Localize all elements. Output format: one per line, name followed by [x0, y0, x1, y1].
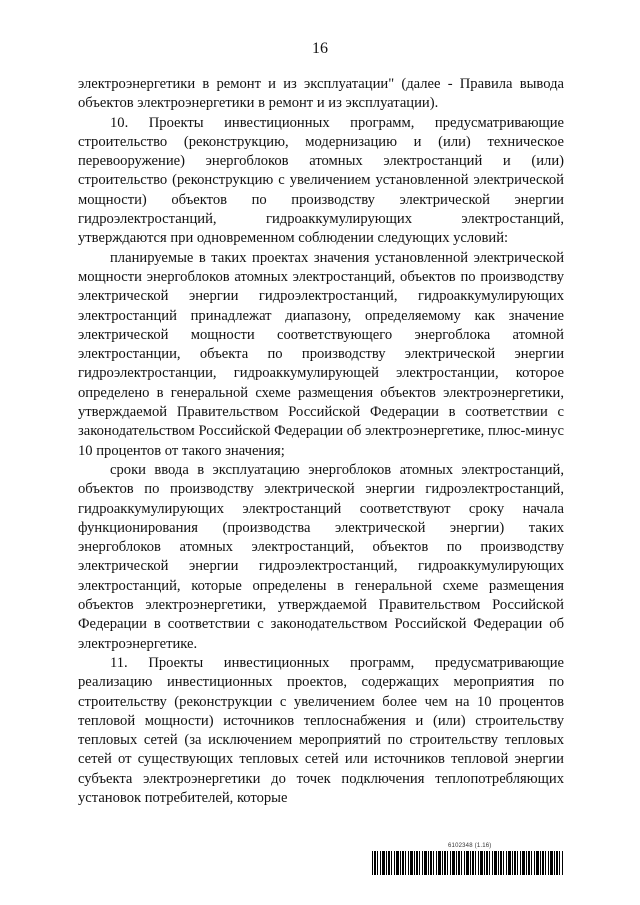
paragraph-continuation: электроэнергетики в ремонт и из эксплуатации" (далее - Правила вывода объектов электроэнергетики в ремонт и из эксплуатации). [78, 76, 564, 112]
barcode-id: 6102348 (1.16) [448, 843, 492, 849]
page-number: 16 [312, 40, 328, 57]
body-text [78, 75, 564, 808]
paragraph-clause-11: 11. Проекты инвестиционных программ, предусматривающие реализацию инвестиционных проектов, содержащих мероприятия по строительству (реконструкции с увеличением более чем на 10 процентов тепловой мощности) источников теплоснабжения и (или) строительству тепловых сетей (за исключением мероприятий по строительству тепловых сетей от существующих тепловых сетей или источников тепловой энергии субъекта электроэнергетики до точек подключения теплопотребляющих установок потребителей, которые [78, 654, 564, 806]
paragraph-condition-capacity: планируемые в таких проектах значения установленной электрической мощности энергоблоков атомных электростанций, объектов по производству электрической энергии гидроэлектростанций, гидроаккумулирующих электростанций принадлежат диапазону, определяемому как значение электрической мощности соответствующего энергоблока атомной электростанции, объекта по производству электрической энергии гидроэлектростанции, гидроаккумулирующей электростанции, которое определено в генеральной схеме размещения объектов электроэнергетики, утверждаемой Правительством Российской Федерации в соответствии с законодательством Российской Федерации об электроэнергетике, плюс-минус 10 процентов от такого значения; [78, 249, 564, 459]
paragraph-clause-10: 10. Проекты инвестиционных программ, предусматривающие строительство (реконструкцию, модернизацию и (или) техническое перевооружение) энергоблоков атомных электростанций и (или) строительство (реконструкцию с увеличением установленной электрической мощности) объектов по производству электрической энергии гидроэлектростанций, гидроаккумулирующих электростанций, утверждаются при одновременном соблюдении следующих условий: [78, 114, 564, 247]
paragraph-condition-deadlines: сроки ввода в эксплуатацию энергоблоков атомных электростанций, объектов по производству электрической энергии гидроэлектростанций, гидроаккумулирующих электростанций соответствуют сроку начала функционирования (производства электрической энергии) таких энергоблоков атомных электростанций, объектов по производству электрической энергии гидроэлектростанций, гидроаккумулирующих электростанций, которые определены в генеральной схеме размещения объектов электроэнергетики, утверждаемой Правительством Российской Федерации в соответствии с законодательством Российской Федерации об электроэнергетике. [78, 461, 564, 652]
barcode-graphic [372, 851, 564, 875]
